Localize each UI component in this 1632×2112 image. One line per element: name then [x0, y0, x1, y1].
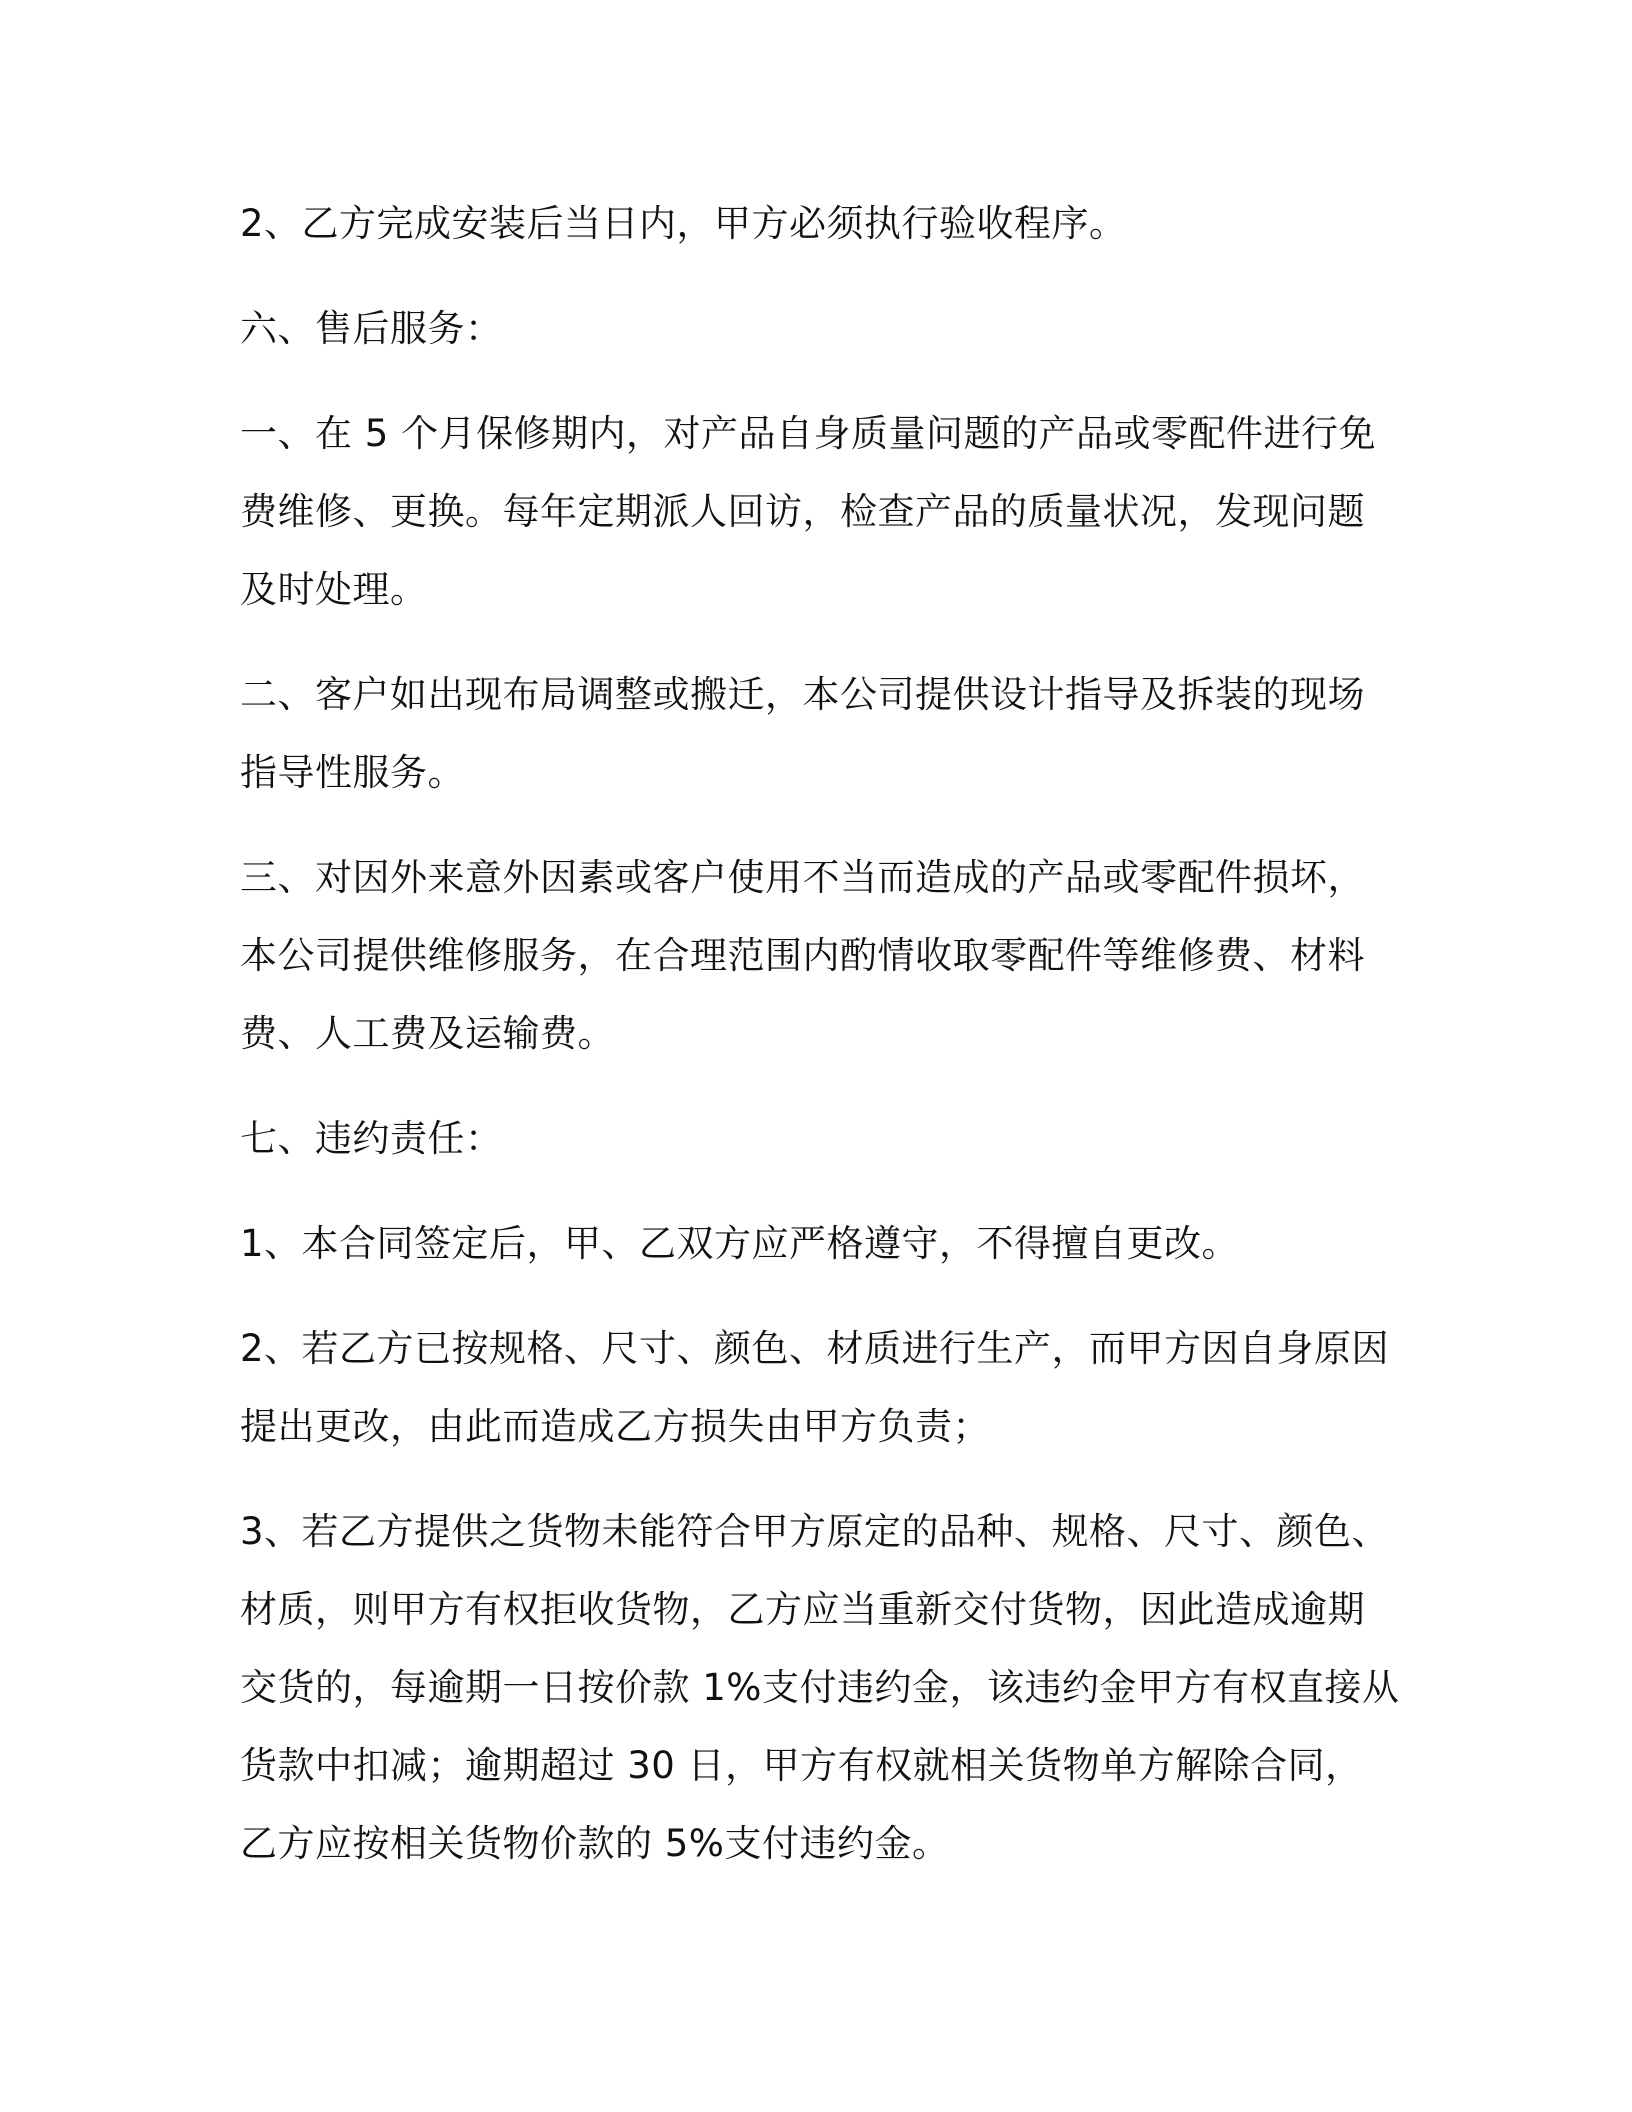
clause-buyer-change-liability: 2、若乙方已按规格、尺寸、颜色、材质进行生产，而甲方因自身原因提出更改，由此而造成乙方损失由甲方负责； — [240, 1327, 1390, 1448]
clause-warranty-repair: 一、在 5 个月保修期内，对产品自身质量问题的产品或零配件进行免费维修、更换。每年定期派人回访，检查产品的质量状况，发现问题及时处理。 — [240, 412, 1377, 611]
section-heading-breach-liability: 七、违约责任： — [240, 1117, 503, 1160]
section-heading-after-sales-service: 六、售后服务： — [240, 307, 503, 350]
document-body — [240, 185, 1400, 1910]
clause-relocation-guidance: 二、客户如出现布局调整或搬迁，本公司提供设计指导及拆装的现场指导性服务。 — [240, 673, 1365, 794]
clause-acceptance-procedure: 2、乙方完成安装后当日内，甲方必须执行验收程序。 — [240, 202, 1127, 245]
clause-nonconforming-goods-penalty: 3、若乙方提供之货物未能符合甲方原定的品种、规格、尺寸、颜色、材质，则甲方有权拒收货物，乙方应当重新交付货物，因此造成逾期交货的，每逾期一日按价款 1%支付违约金，该违约金甲方有权直接从货款中扣减；逾期超过 30 日，甲方有权就相关货物单方解除合同，乙方应按相关货物价款的 5%支付违约金。 — [240, 1510, 1400, 1865]
clause-no-unilateral-change: 1、本合同签定后，甲、乙双方应严格遵守，不得擅自更改。 — [240, 1222, 1240, 1265]
clause-damage-repair-fees: 三、对因外来意外因素或客户使用不当而造成的产品或零配件损坏，本公司提供维修服务，在合理范围内酌情收取零配件等维修费、材料费、人工费及运输费。 — [240, 856, 1365, 1055]
